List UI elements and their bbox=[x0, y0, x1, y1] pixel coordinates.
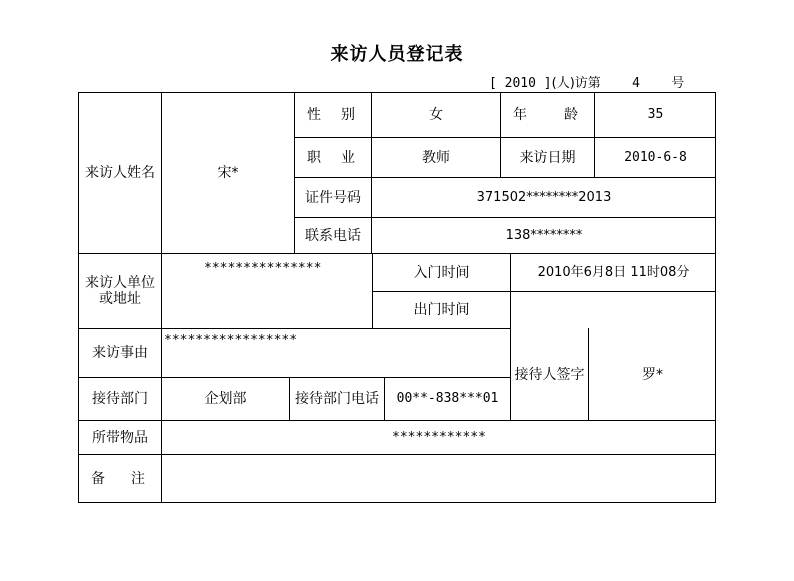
label-exit-time: 出门时间 bbox=[413, 302, 470, 318]
value-id-number[interactable]: 371502********2013 bbox=[476, 189, 612, 205]
label-reason: 来访事由 bbox=[92, 345, 148, 361]
value-reception-dept-phone[interactable]: 00**-838***01 bbox=[396, 391, 499, 406]
label-remarks: 备 注 bbox=[91, 471, 145, 487]
value-occupation[interactable]: 教师 bbox=[422, 149, 450, 166]
value-reception-dept[interactable]: 企划部 bbox=[204, 391, 247, 407]
value-gender[interactable]: 女 bbox=[429, 107, 443, 123]
label-gender: 性 别 bbox=[307, 107, 355, 123]
value-unit-address[interactable]: *************** bbox=[204, 261, 322, 276]
label-visitor-name: 来访人姓名 bbox=[85, 165, 155, 181]
value-visitor-name[interactable]: 宋* bbox=[217, 165, 239, 181]
label-entry-time: 入门时间 bbox=[413, 264, 470, 281]
value-entry-time[interactable]: 2010年6月8日 11时08分 bbox=[537, 264, 690, 280]
value-visit-date[interactable]: 2010-6-8 bbox=[624, 149, 687, 165]
value-age[interactable]: 35 bbox=[647, 107, 664, 122]
document-number: [ 2010 ](人)访第 4 号 bbox=[489, 76, 685, 91]
form-title: 来访人员登记表 bbox=[330, 44, 464, 65]
label-receptionist-sign: 接待人签字 bbox=[514, 366, 585, 383]
value-belongings[interactable]: ************ bbox=[392, 429, 486, 445]
label-visit-date: 来访日期 bbox=[519, 149, 576, 166]
doc-sequence: 4 bbox=[632, 76, 640, 91]
label-reception-dept: 接待部门 bbox=[92, 391, 148, 407]
label-id-number: 证件号码 bbox=[305, 189, 361, 206]
value-reason[interactable]: ***************** bbox=[164, 333, 298, 348]
doc-year: 2010 bbox=[504, 76, 536, 91]
label-unit-address: 来访人单位 或地址 bbox=[85, 275, 155, 307]
value-exit-time[interactable] bbox=[511, 292, 716, 328]
registration-table bbox=[78, 92, 716, 503]
value-phone[interactable]: 138******** bbox=[505, 227, 583, 243]
value-receptionist-sign[interactable]: 罗* bbox=[642, 366, 663, 383]
label-age: 年 龄 bbox=[513, 107, 578, 123]
label-belongings: 所带物品 bbox=[92, 429, 148, 446]
value-remarks[interactable] bbox=[162, 455, 716, 503]
label-reception-dept-phone: 接待部门电话 bbox=[295, 391, 379, 407]
label-phone: 联系电话 bbox=[305, 227, 361, 244]
label-occupation: 职 业 bbox=[307, 149, 355, 166]
